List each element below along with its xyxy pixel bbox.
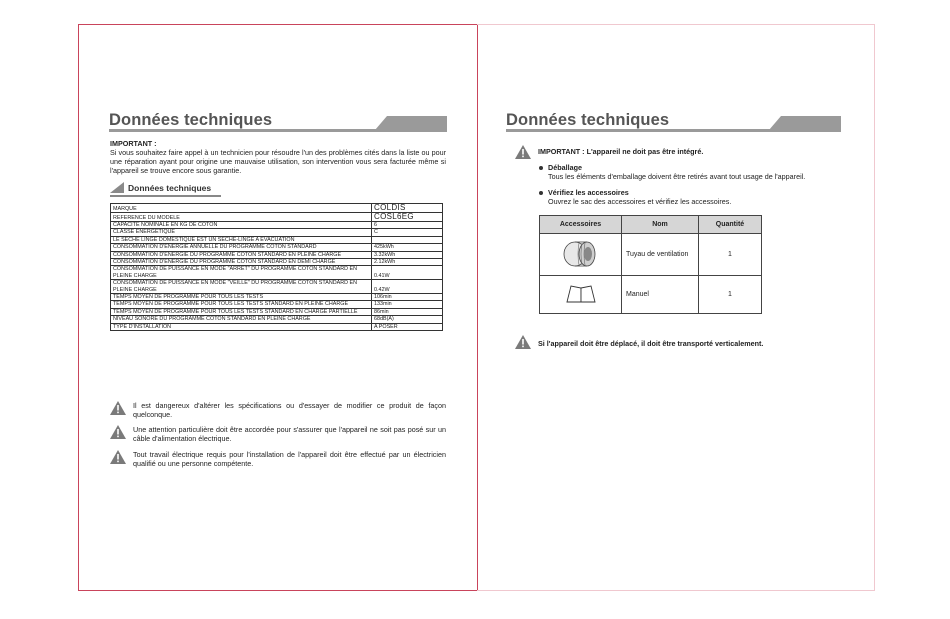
spec-label: CONSOMMATION DE PUISSANCE EN MODE "VEILLE" DU PROGRAMME COTON STANDARD EN PLEINE CHARGE [111, 280, 372, 294]
spec-value: 133min [372, 301, 443, 308]
spec-value: A POSER [372, 323, 443, 330]
spec-label: CONSOMMATION D'ENERGIE ANNUELLE DU PROGRAMME COTON STANDARD [111, 244, 372, 251]
accessory-image-cell [540, 276, 622, 314]
col-quantity: Quantité [699, 216, 762, 234]
table-row [540, 276, 762, 314]
spec-label: TYPE D'INSTALLATION [111, 323, 372, 330]
spec-row [111, 251, 443, 258]
spec-row [111, 244, 443, 251]
spec-value: 3.32kWh [372, 251, 443, 258]
warning-text: Une attention particulière doit être accordée pour s'assurer que l'appareil ne soit pas posé sur un câble d'alimentation électrique. [133, 425, 446, 443]
warning-icon [110, 450, 126, 464]
spec-row [111, 213, 443, 222]
spec-label: LE SECHE LINGE DOMESTIQUE EST UN SECHE-LINGE A EVACUATION [111, 236, 372, 243]
spec-row [111, 280, 443, 294]
accessory-name: Manuel [622, 276, 699, 314]
spec-value: 86min [372, 308, 443, 315]
section-heading [110, 182, 211, 193]
spec-row [111, 266, 443, 280]
spec-row [111, 301, 443, 308]
bullet-unpacking [539, 163, 805, 181]
col-accessories: Accessoires [540, 216, 622, 234]
spec-label: CLASSE ENERGETIQUE [111, 229, 372, 236]
col-name: Nom [622, 216, 699, 234]
title-tab [769, 116, 841, 130]
important-line [515, 145, 703, 159]
spec-row [111, 316, 443, 323]
spec-row [111, 236, 443, 243]
bullet-accessories [539, 188, 731, 206]
spec-label: TEMPS MOYEN DE PROGRAMME POUR TOUS LES TESTS STANDARD EN PLEINE CHARGE [111, 301, 372, 308]
spec-value: 0.41W [372, 266, 443, 280]
important-heading: IMPORTANT : [110, 139, 157, 148]
important-text: Si vous souhaitez faire appel à un technicien pour résoudre l'un des problèmes cités dans la liste ou pour une réparation ayant pour origine une mauvaise utilisation, son intervention vous sera facturée même si l'appareil se trouve encore sous garantie. [110, 148, 446, 175]
warning-icon [110, 425, 126, 439]
spec-row [111, 323, 443, 330]
accessory-qty: 1 [699, 276, 762, 314]
bullet-text: Ouvrez le sac des accessoires et vérifiez les accessoires. [548, 197, 732, 206]
accessory-name: Tuyau de ventilation [622, 234, 699, 276]
spec-row [111, 259, 443, 266]
spec-label: TEMPS MOYEN DE PROGRAMME POUR TOUS LES TESTS STANDARD EN CHARGE PARTIELLE [111, 308, 372, 315]
accessory-qty: 1 [699, 234, 762, 276]
warning-1 [110, 401, 446, 419]
transport-warning-text: Si l'appareil doit être déplacé, il doit être transporté verticalement. [538, 339, 764, 348]
page-title: Données techniques [109, 111, 273, 129]
spec-value: COLDIS [372, 204, 443, 213]
spec-label: CONSOMMATION D'ENERGIE DU PROGRAMME COTON STANDARD EN PLEINE CHARGE [111, 251, 372, 258]
accessory-image-cell [540, 234, 622, 276]
spec-table [110, 203, 443, 331]
spec-label: CONSOMMATION DE PUISSANCE EN MODE "ARRET" DU PROGRAMME COTON STANDARD EN PLEINE CHARGE [111, 266, 372, 280]
spec-row [111, 229, 443, 236]
spec-value: 0.42W [372, 280, 443, 294]
spec-label: CONSOMMATION D'ENERGIE DU PROGRAMME COTON STANDARD EN DEMI CHARGE [111, 259, 372, 266]
bullet-heading: Déballage [548, 163, 582, 172]
spec-row [111, 294, 443, 301]
spec-label: REFERENCE DU MODELE [111, 213, 372, 222]
important-line-text: IMPORTANT : L'appareil ne doit pas être intégré. [538, 147, 704, 156]
manual-book-icon [565, 284, 597, 304]
section-triangle-icon [110, 182, 124, 193]
spec-row [111, 308, 443, 315]
right-page [477, 24, 875, 591]
spec-value: 425kWh [372, 244, 443, 251]
page-title: Données techniques [506, 111, 670, 129]
spec-row [111, 222, 443, 229]
warning-icon [515, 145, 531, 159]
warning-icon [110, 401, 126, 415]
spec-label: NIVEAU SONORE DU PROGRAMME COTON STANDARD EN PLEINE CHARGE [111, 316, 372, 323]
spec-value: 106min [372, 294, 443, 301]
spec-value: 6 [372, 222, 443, 229]
left-page [78, 24, 478, 591]
table-row [540, 234, 762, 276]
title-tab [375, 116, 447, 130]
bullet-dot [539, 191, 543, 195]
warning-icon [515, 335, 531, 349]
vent-hose-icon [561, 238, 601, 270]
spec-value: COSL6EG [372, 213, 443, 222]
spec-value: 68dB(A) [372, 316, 443, 323]
spec-value: C [372, 229, 443, 236]
bullet-text: Tous les éléments d'emballage doivent être retirés avant tout usage de l'appareil. [548, 172, 806, 181]
warning-3 [110, 450, 446, 468]
accessories-table [539, 215, 762, 314]
warning-2 [110, 425, 446, 443]
spec-value [372, 236, 443, 243]
warning-text: Tout travail électrique requis pour l'installation de l'appareil doit être effectué par un électricien qualifié ou une personne compétente. [133, 450, 446, 468]
warning-text: Il est dangereux d'altérer les spécifications ou d'essayer de modifier ce produit de façon quelconque. [133, 401, 446, 419]
spec-label: MARQUE [111, 204, 372, 213]
spec-label: TEMPS MOYEN DE PROGRAMME POUR TOUS LES TESTS [111, 294, 372, 301]
section-rule [110, 195, 221, 197]
transport-warning [515, 335, 763, 349]
section-heading-label: Données techniques [128, 182, 212, 193]
spec-value: 2.12kWh [372, 259, 443, 266]
bullet-heading: Vérifiez les accessoires [548, 188, 629, 197]
bullet-dot [539, 166, 543, 170]
spec-label: CAPACITE NOMINALE EN KG DE COTON [111, 222, 372, 229]
